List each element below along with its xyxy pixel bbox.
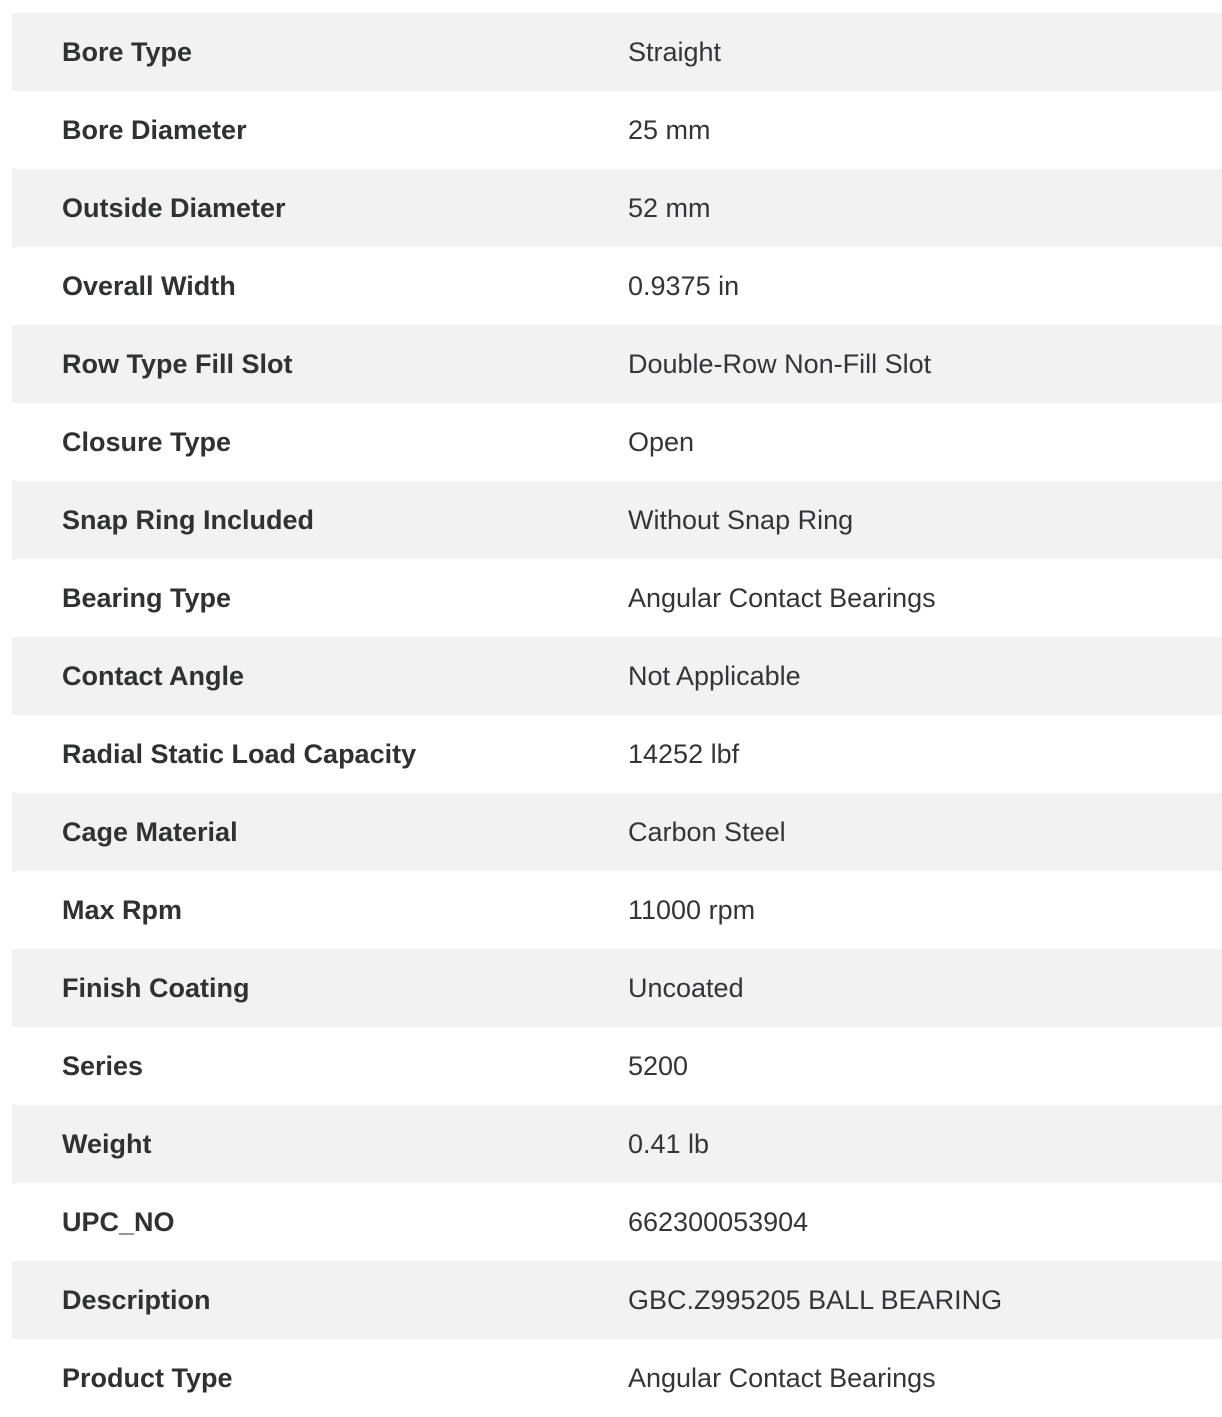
spec-row <box>12 637 1222 715</box>
spec-row <box>12 91 1222 169</box>
spec-row <box>12 871 1222 949</box>
spec-label: UPC_NO <box>62 1206 175 1237</box>
spec-label: Contact Angle <box>62 660 244 691</box>
spec-label: Product Type <box>62 1362 233 1393</box>
spec-value: Angular Contact Bearings <box>628 1362 936 1393</box>
spec-label: Closure Type <box>62 426 232 457</box>
spec-value: Open <box>628 426 695 457</box>
spec-value: 25 mm <box>628 114 711 145</box>
spec-row <box>12 559 1222 637</box>
spec-value: 11000 rpm <box>628 894 756 925</box>
spec-value: Not Applicable <box>628 660 801 691</box>
spec-value: Double-Row Non-Fill Slot <box>628 348 932 379</box>
spec-label: Weight <box>62 1128 152 1159</box>
spec-value: 52 mm <box>628 192 711 223</box>
spec-row <box>12 325 1222 403</box>
product-specifications-table <box>12 13 1222 1417</box>
spec-row <box>12 247 1222 325</box>
spec-row <box>12 1027 1222 1105</box>
spec-value: Without Snap Ring <box>628 504 854 535</box>
spec-label: Outside Diameter <box>62 192 286 223</box>
spec-value: GBC.Z995205 BALL BEARING <box>628 1284 1003 1315</box>
spec-value: 14252 lbf <box>628 738 740 769</box>
spec-label: Max Rpm <box>62 894 183 925</box>
spec-row <box>12 793 1222 871</box>
spec-label: Cage Material <box>62 816 238 847</box>
spec-value: 5200 <box>628 1050 689 1081</box>
spec-row <box>12 1261 1222 1339</box>
spec-value: Straight <box>628 36 722 67</box>
spec-row <box>12 715 1222 793</box>
spec-label: Overall Width <box>62 270 236 301</box>
spec-value: 0.41 lb <box>628 1128 710 1159</box>
spec-row <box>12 1339 1222 1417</box>
spec-label: Description <box>62 1284 211 1315</box>
spec-value: Carbon Steel <box>628 816 786 847</box>
spec-row <box>12 1183 1222 1261</box>
spec-label: Snap Ring Included <box>62 504 315 535</box>
spec-label: Finish Coating <box>62 972 250 1003</box>
spec-label: Radial Static Load Capacity <box>62 738 417 769</box>
spec-value: Angular Contact Bearings <box>628 582 936 613</box>
spec-value: 0.9375 in <box>628 270 740 301</box>
spec-label: Bearing Type <box>62 582 232 613</box>
spec-row <box>12 403 1222 481</box>
spec-label: Bore Diameter <box>62 114 247 145</box>
spec-value: Uncoated <box>628 972 744 1003</box>
spec-row <box>12 949 1222 1027</box>
spec-label: Row Type Fill Slot <box>62 348 293 379</box>
spec-row <box>12 169 1222 247</box>
spec-row <box>12 1105 1222 1183</box>
spec-label: Bore Type <box>62 36 193 67</box>
spec-row <box>12 13 1222 91</box>
spec-row <box>12 481 1222 559</box>
spec-label: Series <box>62 1050 144 1081</box>
spec-value: 662300053904 <box>628 1206 809 1237</box>
